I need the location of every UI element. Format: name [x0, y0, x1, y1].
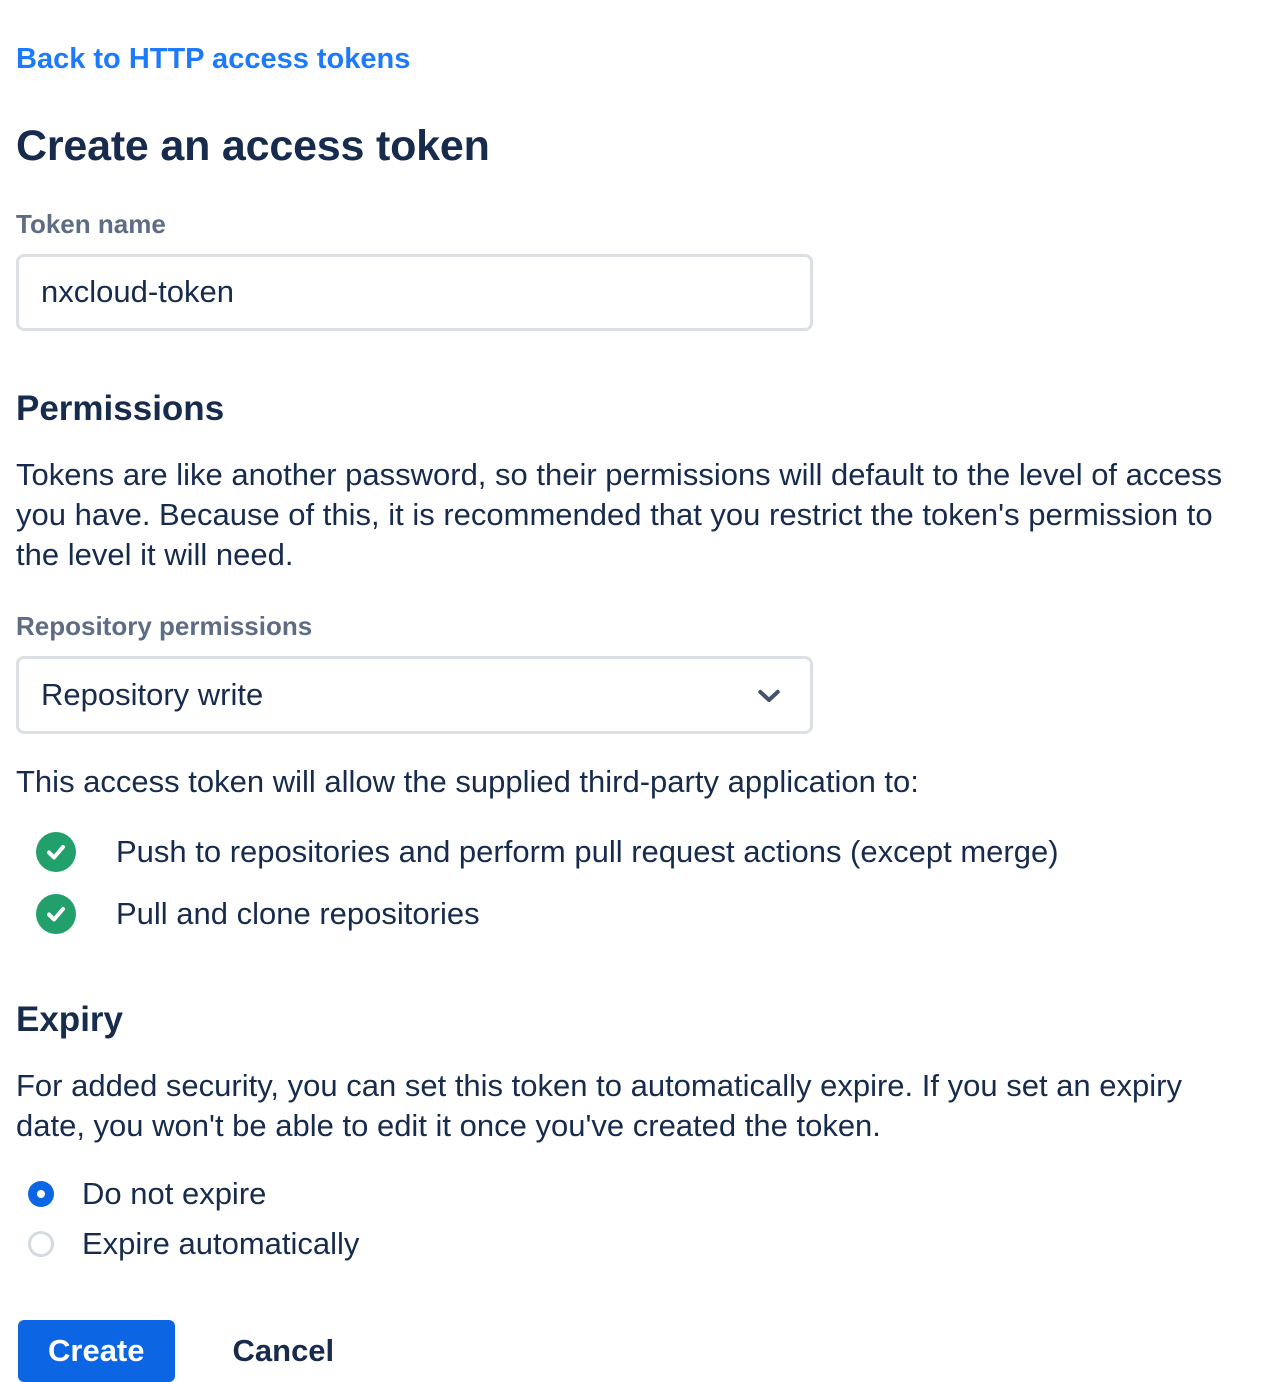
create-button[interactable]: Create — [18, 1320, 175, 1382]
chevron-down-icon — [754, 680, 784, 710]
expiry-heading: Expiry — [16, 999, 123, 1039]
repository-permissions-selected-value: Repository write — [41, 676, 264, 712]
list-item — [36, 832, 1242, 872]
list-item — [36, 894, 1242, 934]
capability-text: Push to repositories and perform pull request actions (except merge) — [116, 833, 1059, 869]
radio-label: Do not expire — [82, 1175, 267, 1211]
cancel-button[interactable]: Cancel — [232, 1332, 335, 1368]
capability-list — [16, 832, 1242, 934]
token-name-label: Token name — [16, 208, 166, 239]
check-circle-icon — [36, 832, 76, 872]
radio-unselected-icon[interactable] — [28, 1231, 54, 1257]
permissions-heading: Permissions — [16, 388, 225, 428]
radio-selected-icon[interactable] — [28, 1181, 54, 1207]
check-circle-icon — [36, 894, 76, 934]
radio-expire-automatically[interactable] — [28, 1226, 1242, 1262]
capability-text: Pull and clone repositories — [116, 895, 480, 931]
radio-label: Expire automatically — [82, 1225, 360, 1261]
token-name-input[interactable] — [16, 254, 813, 331]
form-actions — [18, 1320, 1242, 1382]
repository-permissions-select[interactable] — [16, 656, 813, 734]
repository-permissions-label: Repository permissions — [16, 610, 313, 641]
permissions-description: Tokens are like another password, so their permissions will default to the level of access you have. Because of this, it is recommended that you restrict the token's permission to the level it will need. — [16, 456, 1223, 572]
token-allow-intro: This access token will allow the supplied third-party application to: — [16, 763, 919, 799]
radio-do-not-expire[interactable] — [28, 1176, 1242, 1212]
page-title: Create an access token — [16, 121, 490, 170]
back-to-http-access-tokens-link[interactable]: Back to HTTP access tokens — [16, 43, 411, 75]
expiry-description: For added security, you can set this token to automatically expire. If you set an expiry date, you won't be able to edit it once you've created the token. — [16, 1067, 1182, 1143]
expiry-radio-group — [16, 1176, 1242, 1262]
